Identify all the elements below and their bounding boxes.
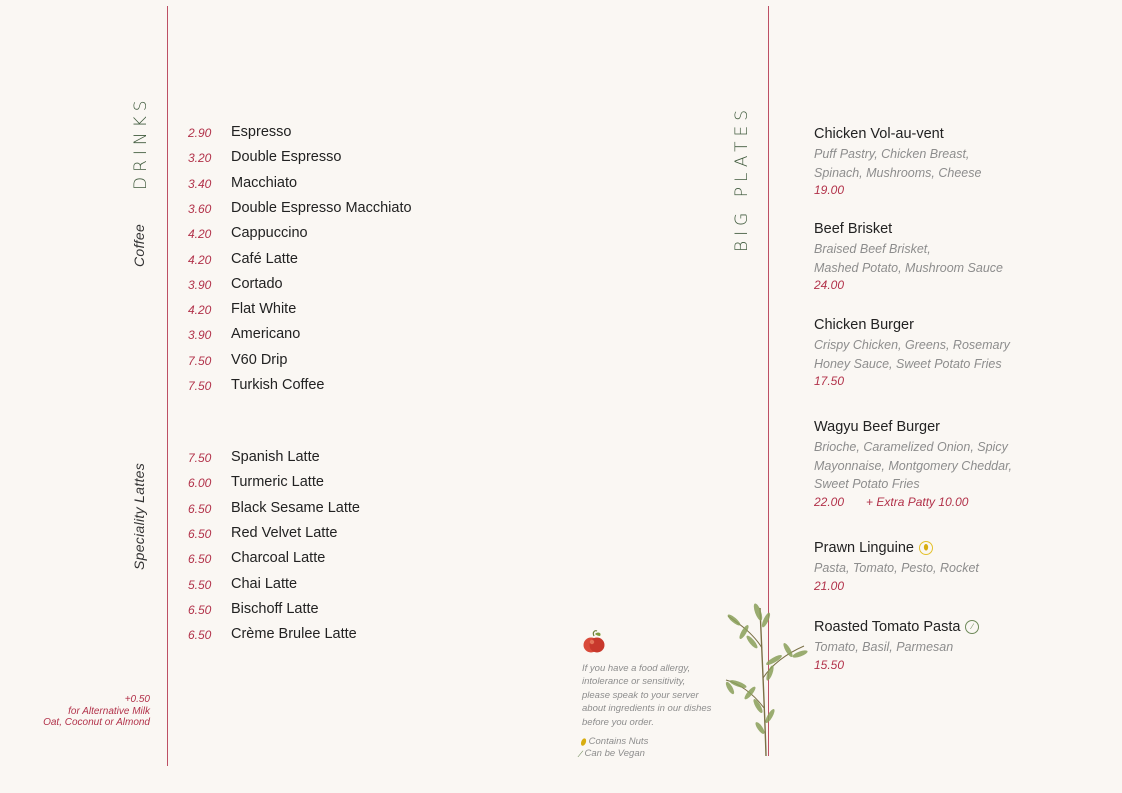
olive-branch-illustration xyxy=(708,598,816,758)
item-name: Café Latte xyxy=(231,250,298,267)
dish-item xyxy=(814,619,979,672)
nut-icon: ⬮ xyxy=(580,737,586,747)
apple-illustration xyxy=(583,630,605,656)
item-name: Cappuccino xyxy=(231,225,308,242)
dish-name: Prawn Linguine ⬮ xyxy=(814,540,979,556)
item-price: 3.90 xyxy=(188,277,212,292)
item-name: Turkish Coffee xyxy=(231,377,325,393)
drinks-section-title: DRINKS xyxy=(131,95,151,190)
dish-price: 19.00 xyxy=(814,183,845,197)
item-price: 6.50 xyxy=(188,602,212,617)
item-price: 3.40 xyxy=(188,176,212,191)
legend xyxy=(580,736,648,760)
legend-nuts: ⬮ Contains Nuts xyxy=(580,736,649,747)
item-name: Spanish Latte xyxy=(231,449,320,465)
item-name: Crème Brulee Latte xyxy=(231,626,357,643)
item-name: Espresso xyxy=(231,124,292,140)
dish-name: Roasted Tomato Pasta ∕ xyxy=(814,619,979,635)
item-name: Chai Latte xyxy=(231,575,298,592)
item-price: 6.50 xyxy=(188,501,212,516)
item-price: 3.90 xyxy=(188,328,212,343)
dish-description: Puff Pastry, Chicken Breast, Spinach, Mushrooms, Cheese xyxy=(814,147,982,180)
item-price: 3.60 xyxy=(188,201,212,216)
item-price: 4.20 xyxy=(188,227,212,242)
milk-note-options: Oat, Coconut or Almond xyxy=(43,717,150,728)
dish-name: Wagyu Beef Burger xyxy=(814,419,940,435)
item-name: Red Velvet Latte xyxy=(231,524,338,541)
dish-description: Crispy Chicken, Greens, Rosemary Honey Sauce, Sweet Potato Fries xyxy=(814,338,1010,371)
legend-vegan: ∕ Can be Vegan xyxy=(580,748,645,759)
dish-description: Braised Beef Brisket, Mashed Potato, Mushroom Sauce xyxy=(814,242,1003,275)
item-name: Charcoal Latte xyxy=(231,550,326,567)
milk-note-line: for Alternative Milk xyxy=(68,705,150,717)
nut-icon: ⬮ xyxy=(919,541,933,555)
coffee-subtitle: Coffee xyxy=(131,223,147,267)
item-name: Black Sesame Latte xyxy=(231,499,360,516)
item-price: 6.50 xyxy=(188,526,212,541)
item-price: 4.20 xyxy=(188,252,212,267)
item-name: Double Espresso Macchiato xyxy=(231,199,412,216)
item-name: Americano xyxy=(231,326,301,343)
dish-item xyxy=(814,540,979,593)
item-name: Macchiato xyxy=(231,174,298,191)
item-price: 6.00 xyxy=(188,476,212,491)
dish-price: 17.50 xyxy=(814,374,845,388)
item-name: Double Espresso xyxy=(231,149,342,166)
allergy-note: If you have a food allergy, intolerance or sensitivity, please speak to your server about ingredients in our dishes before you order. xyxy=(582,663,712,728)
item-name: V60 Drip xyxy=(231,351,288,368)
item-name: Flat White xyxy=(231,301,297,318)
item-price: 3.20 xyxy=(188,151,212,166)
extra-patty-note: + Extra Patty 10.00 xyxy=(866,494,969,509)
item-price: 7.50 xyxy=(188,379,212,393)
speciality-lattes-subtitle: Speciality Lattes xyxy=(131,462,147,570)
alternative-milk-note xyxy=(43,694,150,729)
dish-item xyxy=(814,221,1003,292)
item-price: 2.90 xyxy=(188,126,212,140)
item-price: 5.50 xyxy=(188,577,212,592)
dish-item xyxy=(814,419,1012,509)
dish-price: 22.00 + Extra Patty 10.00 xyxy=(814,494,969,509)
item-price: 7.50 xyxy=(188,451,212,465)
item-price: 4.20 xyxy=(188,303,212,318)
dish-item xyxy=(814,317,1010,388)
dish-description: Pasta, Tomato, Pesto, Rocket xyxy=(814,561,979,575)
leaf-icon: ∕ xyxy=(580,749,582,759)
dish-price: 24.00 xyxy=(814,278,845,292)
big-plates-section-title: BIG PLATES xyxy=(732,104,752,252)
item-price: 6.50 xyxy=(188,628,212,643)
left-divider-line xyxy=(167,6,168,766)
dish-price: 21.00 xyxy=(814,578,845,593)
dish-name: Chicken Vol-au-vent xyxy=(814,126,944,142)
dish-name: Chicken Burger xyxy=(814,317,914,333)
dish-description: Tomato, Basil, Parmesan xyxy=(814,640,954,654)
milk-note-price: +0.50 xyxy=(124,694,150,705)
dish-name: Beef Brisket xyxy=(814,221,893,237)
dish-price: 15.50 xyxy=(814,657,845,672)
item-name: Turmeric Latte xyxy=(231,474,324,491)
dish-description: Brioche, Caramelized Onion, Spicy Mayonnaise, Montgomery Cheddar, Sweet Potato Fries xyxy=(814,440,1013,491)
item-price: 6.50 xyxy=(188,552,212,567)
item-name: Cortado xyxy=(231,275,283,292)
dish-item xyxy=(814,126,981,197)
item-name: Bischoff Latte xyxy=(231,600,319,617)
item-price: 7.50 xyxy=(188,353,212,368)
leaf-icon: ∕ xyxy=(965,620,979,634)
